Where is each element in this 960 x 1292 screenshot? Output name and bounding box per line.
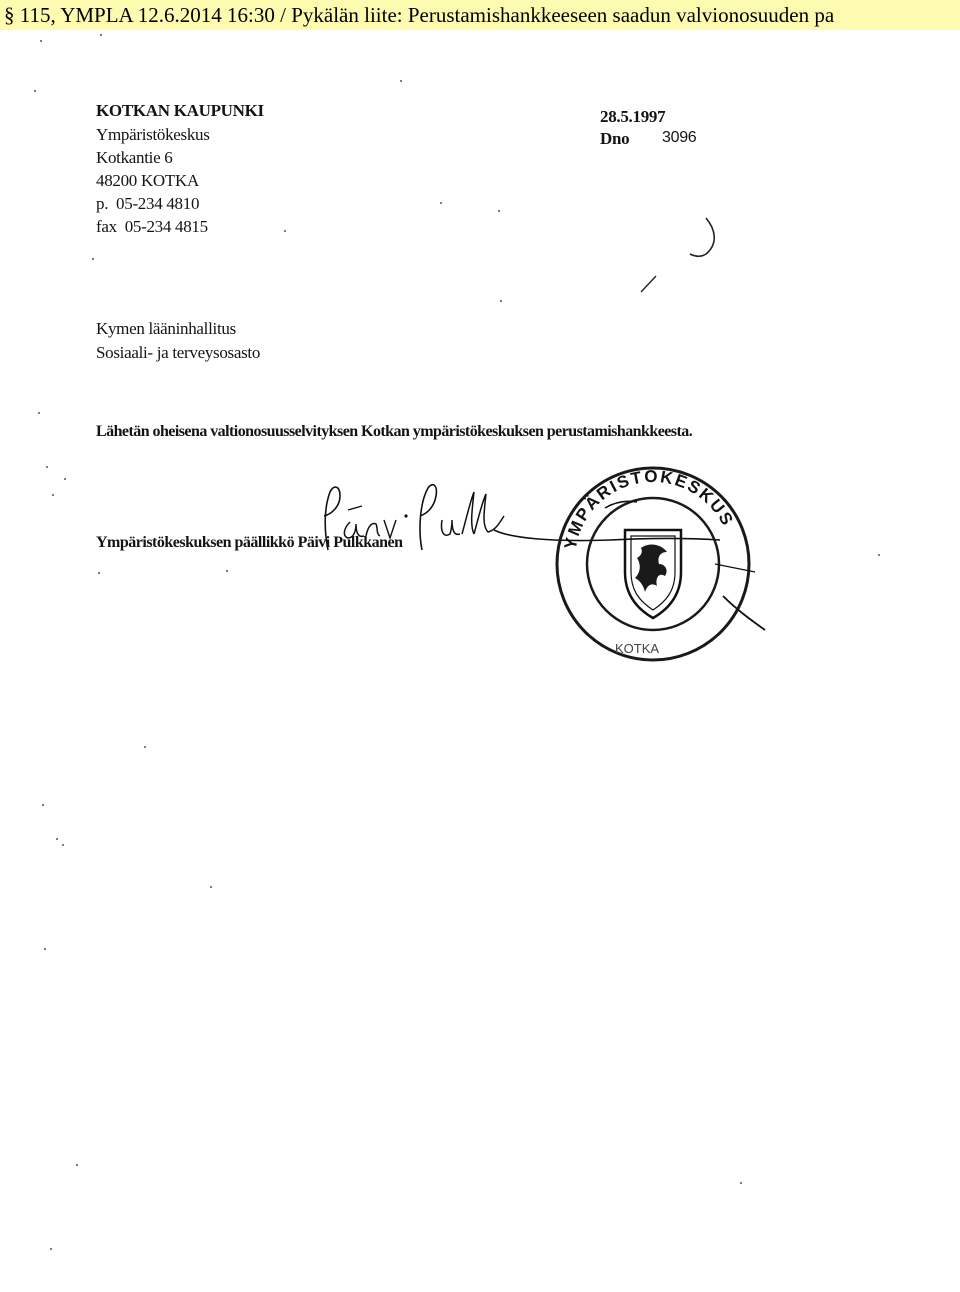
sender-fax: fax 05-234 4815	[96, 217, 208, 236]
dno-label: Dno	[600, 129, 630, 148]
scan-speck	[144, 746, 146, 748]
document-header-title: § 115, YMPLA 12.6.2014 16:30 / Pykälän liite: Perustamishankkeeseen saadun valvionosuuden pa	[4, 3, 835, 27]
stamp-ring-text: YMPÄRISTÖKESKUS	[560, 466, 738, 552]
scan-speck	[500, 300, 502, 302]
scan-speck	[284, 230, 286, 232]
scan-speck	[64, 478, 66, 480]
scan-speck	[210, 886, 212, 888]
dno-number: 3096	[662, 129, 697, 146]
scan-speck	[52, 494, 54, 496]
scan-speck	[44, 948, 46, 950]
scan-speck	[40, 40, 42, 42]
scan-speck	[34, 90, 36, 92]
sender-phone: p. 05-234 4810	[96, 194, 200, 213]
official-stamp	[545, 460, 765, 660]
document-header-bar	[0, 0, 960, 30]
scan-speck	[440, 202, 442, 204]
scan-speck	[226, 570, 228, 572]
scan-speck	[50, 1248, 52, 1250]
scan-speck	[498, 210, 500, 212]
signer-name: Ympäristökeskuksen päällikkö Päivi Pulkkanen	[96, 534, 403, 551]
recipient-line1: Kymen lääninhallitus	[96, 319, 236, 338]
stamp-bottom-text: KOTKA	[615, 641, 660, 656]
scan-speck	[42, 804, 44, 806]
scan-speck	[46, 466, 48, 468]
sender-postal: 48200 KOTKA	[96, 171, 199, 190]
letter-body: Lähetän oheisena valtionosuusselvityksen Kotkan ympäristökeskuksen perustamishankkeesta.	[96, 423, 693, 440]
recipient-line2: Sosiaali- ja terveysosasto	[96, 343, 261, 362]
scanned-letter	[0, 30, 960, 1292]
scan-speck	[100, 34, 102, 36]
svg-text:YMPÄRISTÖKESKUS	[561, 467, 738, 551]
pen-marks	[0, 30, 960, 330]
scan-speck	[878, 554, 880, 556]
letter-date: 28.5.1997	[600, 107, 666, 126]
sender-department: Ympäristökeskus	[96, 125, 210, 144]
sender-street: Kotkantie 6	[96, 148, 173, 167]
scan-speck	[56, 838, 58, 840]
scan-speck	[98, 572, 100, 574]
scan-speck	[740, 1182, 742, 1184]
scan-speck	[76, 1164, 78, 1166]
sender-organization: KOTKAN KAUPUNKI	[96, 101, 264, 120]
scan-speck	[38, 412, 40, 414]
scan-speck	[92, 258, 94, 260]
scan-speck	[62, 844, 64, 846]
scan-speck	[400, 80, 402, 82]
